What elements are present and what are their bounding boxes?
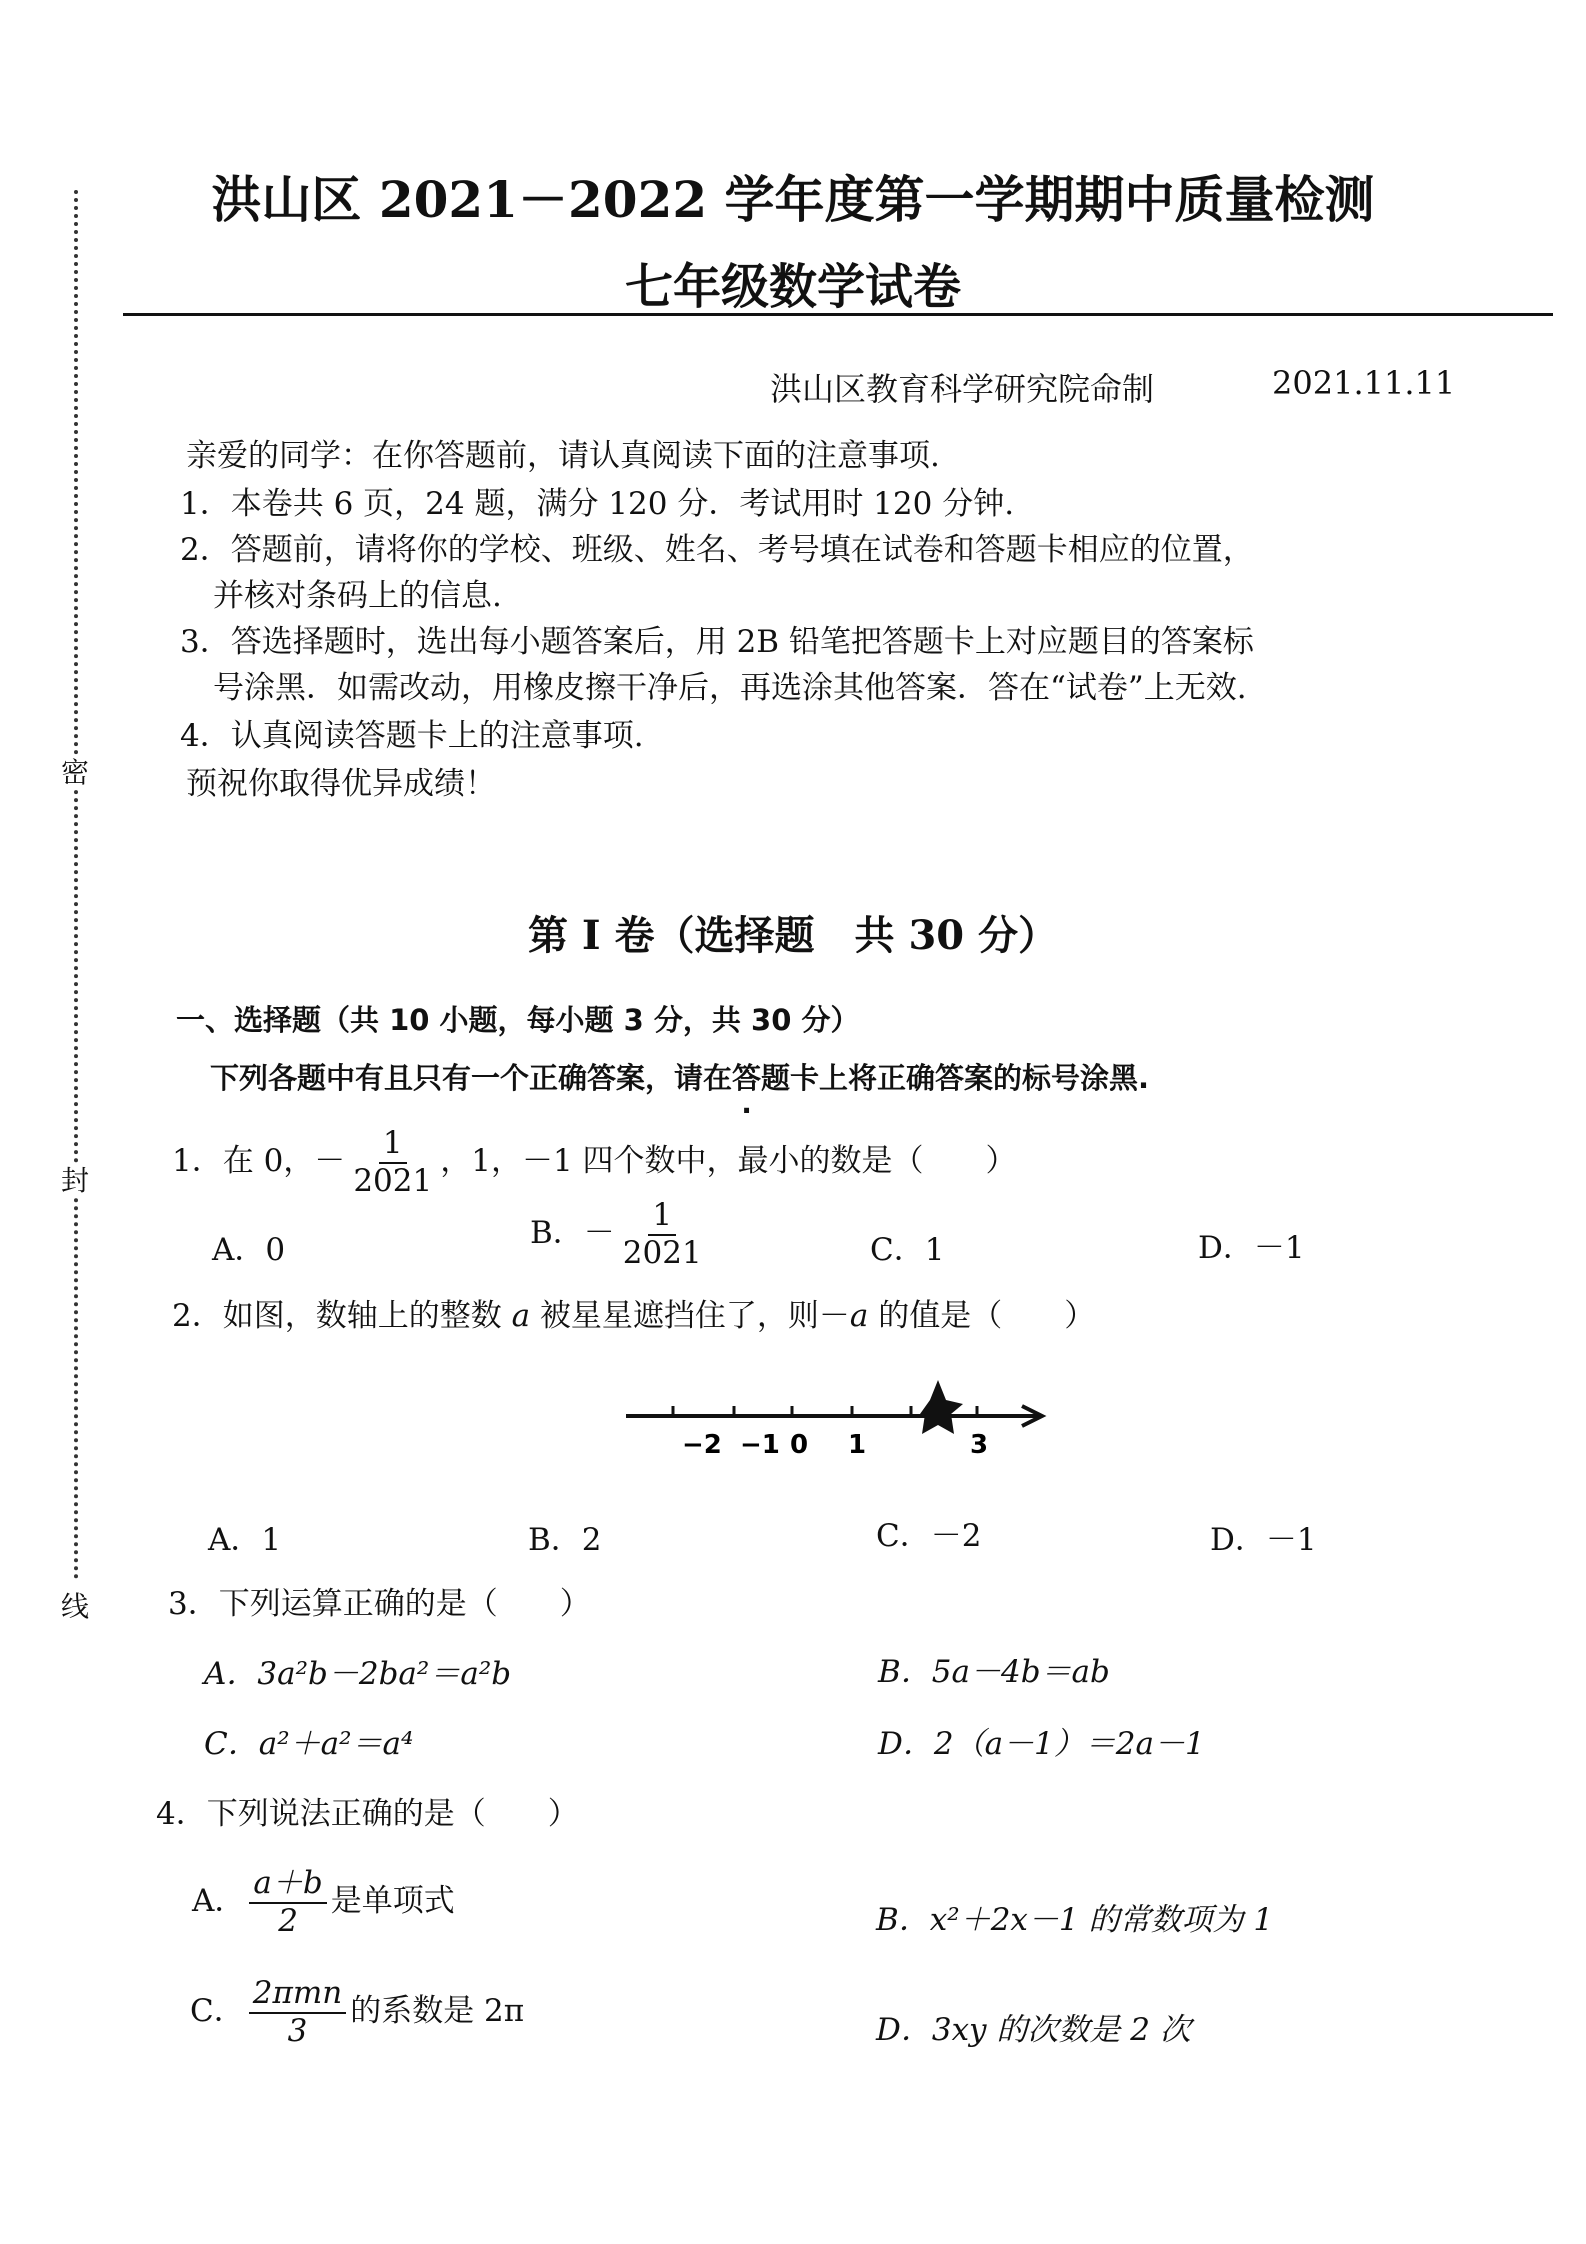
instruction-text-a: 下列各题中有且只有一个正确答案， xyxy=(210,1061,675,1095)
instruction-emphasis: 请在答题卡 · xyxy=(674,1061,819,1095)
q4-option-a-text: 是单项式 xyxy=(330,1883,455,1920)
notice-item-2-cont: 并核对条码上的信息. xyxy=(213,578,502,614)
notice-closing: 预祝你取得优异成绩！ xyxy=(186,766,496,802)
q4-option-a-den: 2 xyxy=(278,1902,298,1939)
label-3: 3 xyxy=(970,1430,989,1456)
q1-option-b-num: 1 xyxy=(648,1198,676,1236)
q4-option-c-label: C． xyxy=(190,1993,245,2030)
notice-item-3: 3．答选择题时，选出每小题答案后，用 2B 铅笔把答题卡上对应题目的答案标 xyxy=(180,624,1254,660)
q4-option-c xyxy=(190,1976,524,2049)
q1-option-c: C．1 xyxy=(870,1232,945,1268)
q4-option-a-fraction xyxy=(249,1866,326,1939)
q2-option-b: B．2 xyxy=(528,1522,602,1558)
q2-stem-c: 的值是（ ） xyxy=(868,1298,1096,1334)
question-4: 4．下列说法正确的是（ ） xyxy=(156,1796,579,1832)
notice-item-3-cont: 号涂黑．如需改动，用橡皮擦干净后，再选涂其他答案．答在“试卷”上无效. xyxy=(213,670,1247,706)
q1-frac-den: 2021 xyxy=(353,1162,433,1199)
q1-frac-num: 1 xyxy=(379,1126,407,1164)
notice-item-1: 1．本卷共 6 页，24 题，满分 120 分．考试用时 120 分钟. xyxy=(180,486,1015,522)
q3-option-d: D．2（a－1）＝2a－1 xyxy=(878,1726,1205,1762)
star-icon xyxy=(920,1380,963,1434)
binding-char-mi: 密 xyxy=(60,756,89,789)
issuer: 洪山区教育科学研究院命制 xyxy=(770,370,1155,408)
label-1: 1 xyxy=(848,1430,867,1456)
exam-subtitle: 七年级数学试卷 xyxy=(624,259,961,315)
q1-option-b-prefix: B．－ xyxy=(530,1215,615,1252)
q4-option-a-num: a＋b xyxy=(249,1866,326,1904)
binding-dotted-line xyxy=(74,190,78,1580)
label-minus2: −2 xyxy=(682,1430,722,1456)
label-minus1: −1 xyxy=(740,1430,780,1456)
q4-option-b: B．x²＋2x－1 的常数项为 1 xyxy=(876,1902,1274,1938)
part-instruction xyxy=(210,1058,1149,1098)
exam-title: 洪山区 2021－2022 学年度第一学期期中质量检测 xyxy=(211,170,1375,229)
question-3: 3．下列运算正确的是（ ） xyxy=(168,1586,591,1622)
section-title: 第 I 卷（选择题 共 30 分） xyxy=(527,912,1059,959)
q1-suffix: ，1，－1 四个数中，最小的数是（ ） xyxy=(440,1143,1017,1180)
q2-var-a: a xyxy=(511,1298,531,1334)
q1-option-b-den: 2021 xyxy=(622,1234,702,1271)
q1-fraction xyxy=(349,1126,436,1199)
q2-option-d: D．－1 xyxy=(1210,1522,1317,1558)
q2-stem-a: 2．如图，数轴上的整数 xyxy=(172,1298,512,1334)
exam-date: 2021.11.11 xyxy=(1272,364,1456,402)
notice-intro: 亲爱的同学：在你答题前，请认真阅读下面的注意事项. xyxy=(186,438,940,474)
binding-char-feng: 封 xyxy=(60,1164,89,1197)
q2-option-a: A．1 xyxy=(208,1522,282,1558)
label-0: 0 xyxy=(790,1430,809,1456)
header-rule xyxy=(123,313,1553,316)
instruction-text-b: 上将正确答案的标号涂黑. xyxy=(819,1061,1150,1095)
q1-option-b-fraction xyxy=(619,1198,706,1271)
q1-option-b xyxy=(530,1198,710,1271)
notice-item-2: 2．答题前，请将你的学校、班级、姓名、考号填在试卷和答题卡相应的位置， xyxy=(180,532,1254,568)
q2-stem-b: 被星星遮挡住了，则－ xyxy=(530,1298,850,1334)
q3-option-b: B．5a－4b＝ab xyxy=(878,1654,1110,1690)
q1-prefix: 1．在 0，－ xyxy=(172,1143,346,1180)
question-1 xyxy=(172,1126,1017,1199)
number-line-figure xyxy=(620,1376,1060,1456)
q4-option-c-num: 2πmn xyxy=(249,1976,346,2014)
q4-option-a xyxy=(192,1866,455,1939)
binding-char-xian: 线 xyxy=(60,1590,89,1623)
q4-option-a-label: A． xyxy=(192,1883,246,1920)
q4-option-c-den: 3 xyxy=(287,2012,308,2049)
q4-option-c-fraction xyxy=(249,1976,346,2049)
q2-option-c: C．－2 xyxy=(876,1518,982,1554)
question-2 xyxy=(172,1290,1095,1335)
q3-option-a: A．3a²b－2ba²＝a²b xyxy=(204,1656,512,1692)
part-heading: 一、选择题（共 10 小题，每小题 3 分，共 30 分） xyxy=(176,1003,860,1037)
q1-option-a: A．0 xyxy=(212,1232,286,1268)
q3-option-c: C．a²＋a²＝a⁴ xyxy=(204,1726,414,1762)
notice-item-4: 4．认真阅读答题卡上的注意事项. xyxy=(180,718,644,754)
q2-var-a-2: a xyxy=(849,1298,869,1334)
q1-option-d: D．－1 xyxy=(1198,1230,1305,1266)
q4-option-d: D．3xy 的次数是 2 次 xyxy=(876,2012,1191,2048)
q4-option-c-text: 的系数是 2π xyxy=(350,1993,525,2030)
